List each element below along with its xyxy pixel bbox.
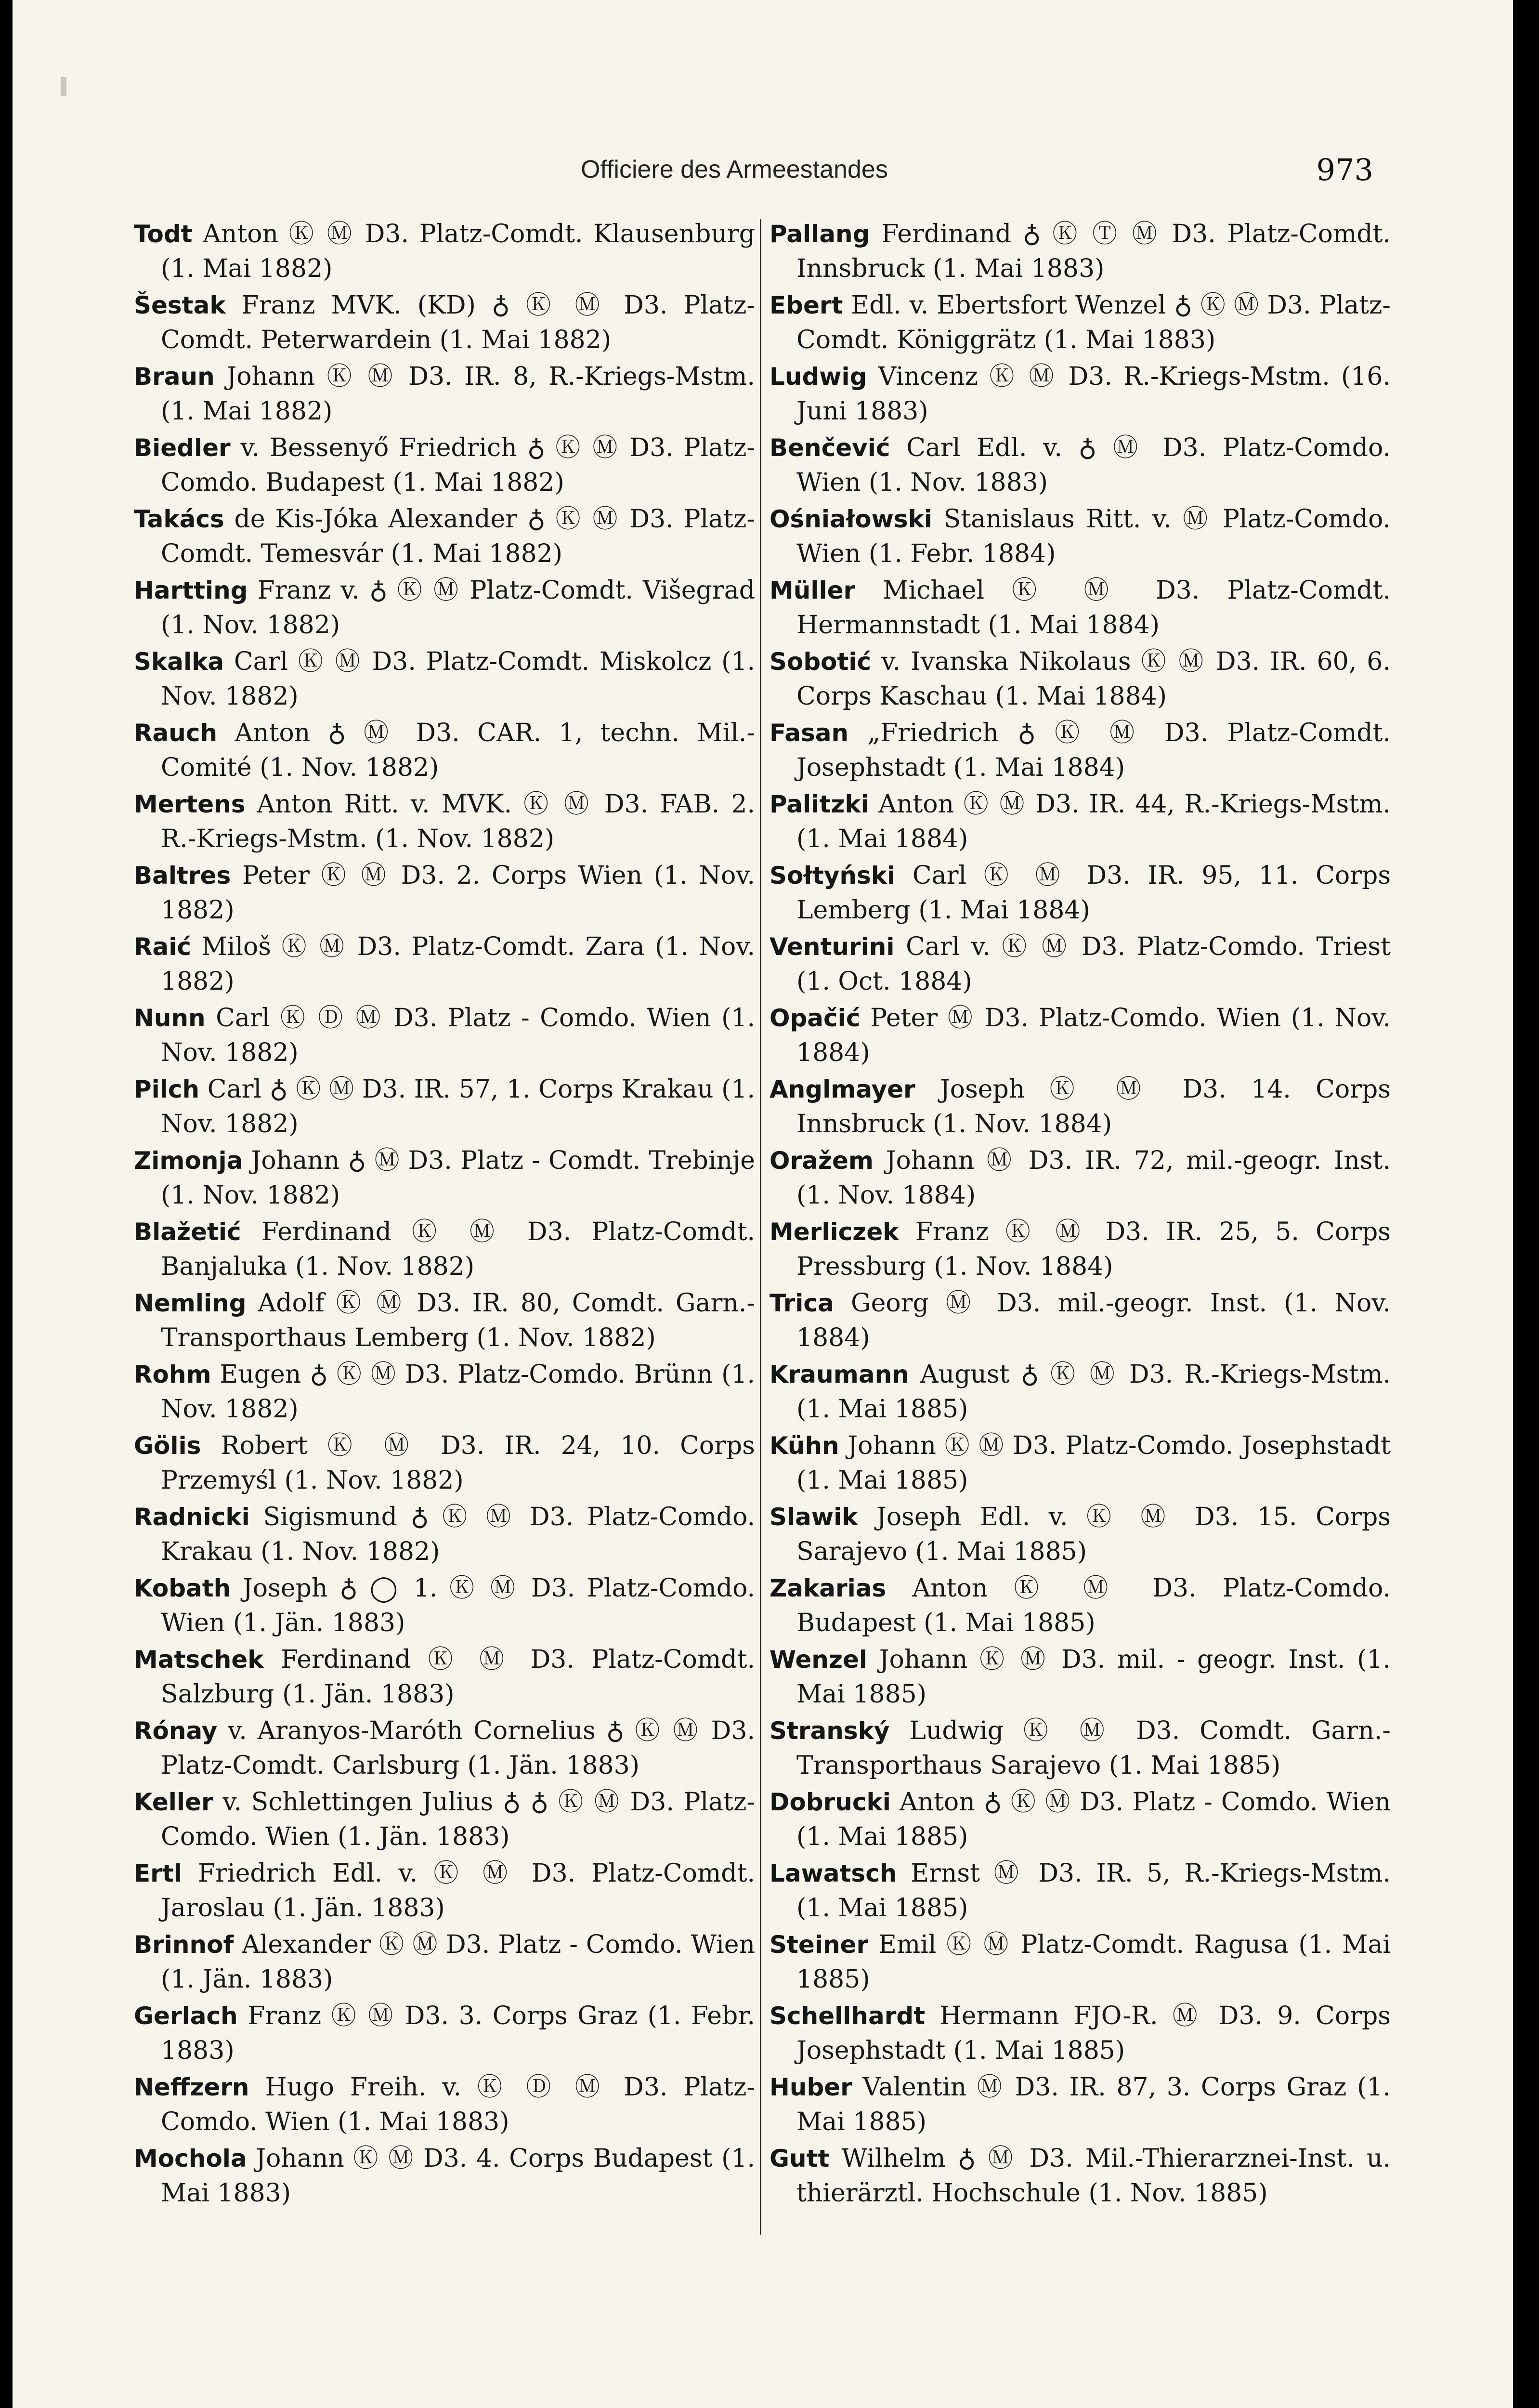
officer-details: Peter Ⓜ D3. Platz-Comdo. Wien (1. Nov. 1884): [796, 1004, 1391, 1067]
officer-details: Ferdinand Ⓚ Ⓜ D3. Platz-Comdt. Salzburg (1. Jän. 1883): [161, 1645, 755, 1709]
officer-surname: Neffzern: [134, 2073, 249, 2101]
officer-details: Johann Ⓜ D3. IR. 72, mil.-geogr. Inst. (1. Nov. 1884): [796, 1146, 1391, 1210]
officer-details: Ferdinand Ⓚ Ⓜ D3. Platz-Comdt. Banjaluka (1. Nov. 1882): [161, 1217, 755, 1281]
officer-entry: [134, 1571, 755, 1642]
officer-entry: [134, 858, 755, 929]
officer-details: Anton ♁ Ⓜ D3. CAR. 1, techn. Mil.-Comité (1. Nov. 1882): [161, 719, 755, 782]
officer-surname: Stranský: [770, 1717, 890, 1745]
officer-surname: Huber: [770, 2073, 852, 2101]
officer-details: Johann ♁ Ⓜ D3. Platz - Comdt. Trebinje (1. Nov. 1882): [161, 1146, 755, 1210]
officer-details: Anton ♁ Ⓚ Ⓜ D3. Platz - Comdo. Wien (1. Mai 1885): [796, 1788, 1391, 1851]
officer-surname: Baltres: [134, 862, 231, 890]
officer-details: de Kis-Jóka Alexander ♁ Ⓚ Ⓜ D3. Platz-Comdt. Temesvár (1. Mai 1882): [161, 505, 755, 568]
officer-details: Ludwig Ⓚ Ⓜ D3. Comdt. Garn.-Transporthaus Sarajevo (1. Mai 1885): [796, 1716, 1391, 1780]
officer-details: Johann Ⓚ Ⓜ D3. IR. 8, R.-Kriegs-Mstm. (1. Mai 1882): [161, 362, 755, 426]
officer-surname: Matschek: [134, 1646, 264, 1674]
officer-details: Anton Ⓚ Ⓜ D3. IR. 44, R.-Kriegs-Mstm. (1. Mai 1884): [796, 790, 1391, 853]
officer-surname: Ludwig: [770, 363, 867, 391]
officer-surname: Hartting: [134, 576, 248, 604]
page-number: 973: [1316, 152, 1373, 187]
officer-entry: [134, 1642, 755, 1714]
column-divider: [760, 219, 761, 2235]
officer-entry: [770, 1428, 1391, 1500]
officer-surname: Kühn: [770, 1432, 839, 1460]
officer-surname: Takács: [134, 505, 224, 533]
officer-entry: [134, 359, 755, 431]
officer-details: Valentin Ⓜ D3. IR. 87, 3. Corps Graz (1. Mai 1885): [796, 2073, 1391, 2136]
officer-surname: Wenzel: [770, 1646, 868, 1674]
officer-details: Anton Ritt. v. MVK. Ⓚ Ⓜ D3. FAB. 2. R.-Kriegs-Mstm. (1. Nov. 1882): [161, 790, 755, 853]
officer-details: Johann Ⓚ Ⓜ D3. mil. - geogr. Inst. (1. Mai 1885): [796, 1645, 1391, 1709]
officer-surname: Radnicki: [134, 1503, 250, 1531]
officer-surname: Pilch: [134, 1075, 200, 1103]
officer-surname: Merliczek: [770, 1218, 899, 1246]
officer-details: v. Bessenyő Friedrich ♁ Ⓚ Ⓜ D3. Platz-Comdo. Budapest (1. Mai 1882): [161, 433, 755, 497]
officer-details: Robert Ⓚ Ⓜ D3. IR. 24, 10. Corps Przemyśl (1. Nov. 1882): [161, 1431, 755, 1495]
officer-entry: [770, 1500, 1391, 1571]
officer-entry: [134, 1785, 755, 1856]
officer-entry: [134, 1428, 755, 1500]
officer-entry: [770, 1357, 1391, 1428]
officer-entry: [134, 716, 755, 787]
officer-entry: [770, 1856, 1391, 1927]
officer-surname: Kraumann: [770, 1361, 909, 1388]
officer-surname: Benčević: [770, 434, 890, 462]
officer-surname: Keller: [134, 1788, 213, 1816]
scan-mark: [61, 77, 66, 96]
officer-entry: [770, 1215, 1391, 1286]
officer-entry: [770, 1785, 1391, 1856]
officer-entry: [134, 1999, 755, 2070]
right-column: [770, 217, 1391, 2212]
officer-details: Vincenz Ⓚ Ⓜ D3. R.-Kriegs-Mstm. (16. Juni 1883): [796, 362, 1391, 426]
officer-entry: [770, 787, 1391, 858]
officer-surname: Opačić: [770, 1004, 861, 1032]
officer-surname: Raić: [134, 933, 192, 961]
officer-details: Carl Edl. v. ♁ Ⓜ D3. Platz-Comdo. Wien (1. Nov. 1883): [796, 433, 1391, 497]
officer-entry: [134, 2070, 755, 2141]
officer-details: Stanislaus Ritt. v. Ⓜ Platz-Comdo. Wien (1. Febr. 1884): [796, 505, 1391, 568]
officer-details: Johann Ⓚ Ⓜ D3. 4. Corps Budapest (1. Mai 1883): [161, 2144, 755, 2208]
officer-details: v. Aranyos-Maróth Cornelius ♁ Ⓚ Ⓜ D3. Platz-Comdt. Carlsburg (1. Jän. 1883): [161, 1716, 755, 1780]
officer-surname: Lawatsch: [770, 1859, 897, 1887]
officer-surname: Skalka: [134, 648, 224, 676]
officer-surname: Trica: [770, 1289, 834, 1317]
officer-entry: [134, 1927, 755, 1999]
officer-entry: [770, 1001, 1391, 1072]
officer-entry: [770, 1143, 1391, 1215]
officer-surname: Ośniałowski: [770, 505, 932, 533]
officer-surname: Rohm: [134, 1361, 211, 1388]
officer-details: Carl v. Ⓚ Ⓜ D3. Platz-Comdo. Triest (1. Oct. 1884): [796, 932, 1391, 996]
officer-details: Georg Ⓜ D3. mil.-geogr. Inst. (1. Nov. 1884): [796, 1289, 1391, 1352]
officer-entry: [770, 858, 1391, 929]
officer-details: Franz Ⓚ Ⓜ D3. IR. 25, 5. Corps Pressburg (1. Nov. 1884): [796, 1217, 1391, 1281]
officer-details: Michael Ⓚ Ⓜ D3. Platz-Comdt. Hermannstadt (1. Mai 1884): [796, 576, 1391, 640]
officer-surname: Mochola: [134, 2145, 247, 2172]
officer-surname: Pallang: [770, 220, 870, 248]
officer-surname: Brinnof: [134, 1931, 234, 1959]
officer-details: Eugen ♁ Ⓚ Ⓜ D3. Platz-Comdo. Brünn (1. Nov. 1882): [161, 1360, 755, 1424]
officer-entry: [134, 1357, 755, 1428]
officer-surname: Schellhardt: [770, 2002, 926, 2030]
officer-details: Franz MVK. (KD) ♁ Ⓚ Ⓜ D3. Platz-Comdt. Peterwardein (1. Mai 1882): [161, 291, 755, 354]
officer-details: Peter Ⓚ Ⓜ D3. 2. Corps Wien (1. Nov. 1882): [161, 861, 755, 925]
officer-surname: Dobrucki: [770, 1788, 891, 1816]
officer-surname: Rónay: [134, 1717, 218, 1745]
officer-details: Franz Ⓚ Ⓜ D3. 3. Corps Graz (1. Febr. 1883): [161, 2002, 755, 2065]
officer-details: Friedrich Edl. v. Ⓚ Ⓜ D3. Platz-Comdt. Jaroslau (1. Jän. 1883): [161, 1859, 755, 1923]
officer-entry: [134, 502, 755, 573]
officer-entry: [134, 2141, 755, 2212]
officer-surname: Fasan: [770, 719, 849, 747]
officer-details: Sigismund ♁ Ⓚ Ⓜ D3. Platz-Comdo. Krakau (1. Nov. 1882): [161, 1503, 755, 1566]
officer-entry: [770, 716, 1391, 787]
officer-surname: Oražem: [770, 1147, 874, 1175]
officer-surname: Kobath: [134, 1574, 231, 1602]
officer-entry: [770, 288, 1391, 359]
officer-details: Johann Ⓚ Ⓜ D3. Platz-Comdo. Josephstadt (1. Mai 1885): [796, 1431, 1391, 1495]
officer-surname: Biedler: [134, 434, 231, 462]
officer-surname: Anglmayer: [770, 1075, 915, 1103]
officer-entry: [770, 502, 1391, 573]
officer-surname: Nunn: [134, 1004, 206, 1032]
officer-surname: Venturini: [770, 933, 895, 961]
officer-surname: Ertl: [134, 1859, 182, 1887]
officer-details: Carl Ⓚ Ⓜ D3. Platz-Comdt. Miskolcz (1. Nov. 1882): [161, 647, 755, 711]
officer-entry: [770, 2070, 1391, 2141]
officer-surname: Nemling: [134, 1289, 247, 1317]
officer-entry: [770, 359, 1391, 431]
officer-entry: [134, 288, 755, 359]
officer-surname: Ebert: [770, 291, 843, 319]
officer-details: Franz v. ♁ Ⓚ Ⓜ Platz-Comdt. Višegrad (1. Nov. 1882): [161, 576, 755, 640]
officer-details: „Friedrich ♁ Ⓚ Ⓜ D3. Platz-Comdt. Josephstadt (1. Mai 1884): [796, 719, 1391, 782]
book-page: [13, 0, 1513, 2408]
officer-entry: [134, 1143, 755, 1215]
left-column: [134, 217, 755, 2212]
officer-entry: [134, 1856, 755, 1927]
officer-entry: [134, 1714, 755, 1785]
officer-surname: Rauch: [134, 719, 218, 747]
officer-entry: [134, 929, 755, 1001]
running-title: Officiere des Armeestandes: [581, 156, 888, 183]
officer-entry: [770, 2141, 1391, 2212]
officer-entry: [770, 1286, 1391, 1357]
officer-entry: [134, 787, 755, 858]
officer-surname: Zimonja: [134, 1147, 243, 1175]
officer-entry: [134, 644, 755, 716]
officer-details: Carl ♁ Ⓚ Ⓜ D3. IR. 57, 1. Corps Krakau (1. Nov. 1882): [161, 1075, 755, 1139]
officer-details: Joseph Edl. v. Ⓚ Ⓜ D3. 15. Corps Sarajevo (1. Mai 1885): [796, 1503, 1391, 1566]
officer-details: Emil Ⓚ Ⓜ Platz-Comdt. Ragusa (1. Mai 1885): [796, 1930, 1391, 1994]
officer-surname: Šestak: [134, 291, 226, 319]
officer-details: Hugo Freih. v. Ⓚ Ⓓ Ⓜ D3. Platz-Comdo. Wien (1. Mai 1883): [161, 2073, 755, 2136]
officer-entry: [770, 1927, 1391, 1999]
officer-entry: [134, 1215, 755, 1286]
officer-details: Hermann FJO-R. Ⓜ D3. 9. Corps Josephstadt (1. Mai 1885): [796, 2002, 1391, 2065]
officer-entry: [770, 217, 1391, 288]
officer-surname: Palitzki: [770, 790, 869, 818]
officer-entry: [134, 1286, 755, 1357]
officer-entry: [770, 1999, 1391, 2070]
officer-details: Joseph Ⓚ Ⓜ D3. 14. Corps Innsbruck (1. Nov. 1884): [796, 1075, 1391, 1139]
officer-details: Ernst Ⓜ D3. IR. 5, R.-Kriegs-Mstm. (1. Mai 1885): [796, 1859, 1391, 1923]
officer-details: Carl Ⓚ Ⓓ Ⓜ D3. Platz - Comdo. Wien (1. Nov. 1882): [161, 1004, 755, 1067]
officer-surname: Braun: [134, 363, 215, 391]
page-header: [13, 152, 1513, 194]
officer-details: Joseph ♁ ◯ 1. Ⓚ Ⓜ D3. Platz-Comdo. Wien (1. Jän. 1883): [161, 1574, 755, 1637]
officer-entry: [770, 644, 1391, 716]
officer-entry: [134, 431, 755, 502]
officer-entry: [770, 431, 1391, 502]
officer-surname: Gutt: [770, 2145, 830, 2172]
officer-details: Alexander Ⓚ Ⓜ D3. Platz - Comdo. Wien (1. Jän. 1883): [161, 1930, 755, 1994]
officer-surname: Blažetić: [134, 1218, 241, 1246]
officer-details: Anton Ⓚ Ⓜ D3. Platz-Comdt. Klausenburg (1. Mai 1882): [161, 220, 755, 283]
officer-surname: Müller: [770, 576, 856, 604]
officer-surname: Slawik: [770, 1503, 858, 1531]
officer-entry: [134, 573, 755, 644]
officer-entry: [134, 1072, 755, 1143]
officer-details: August ♁ Ⓚ Ⓜ D3. R.-Kriegs-Mstm. (1. Mai 1885): [796, 1360, 1391, 1424]
officer-details: v. Ivanska Nikolaus Ⓚ Ⓜ D3. IR. 60, 6. Corps Kaschau (1. Mai 1884): [796, 647, 1391, 711]
officer-details: Anton Ⓚ Ⓜ D3. Platz-Comdo. Budapest (1. Mai 1885): [796, 1574, 1391, 1637]
officer-entry: [134, 217, 755, 288]
officer-entry: [770, 1072, 1391, 1143]
officer-surname: Todt: [134, 220, 193, 248]
officer-entry: [134, 1500, 755, 1571]
officer-surname: Gerlach: [134, 2002, 238, 2030]
officer-entry: [770, 573, 1391, 644]
officer-details: Wilhelm ♁ Ⓜ D3. Mil.-Thierarznei-Inst. u. thierärztl. Hochschule (1. Nov. 1885): [796, 2144, 1391, 2208]
officer-entry: [770, 929, 1391, 1001]
officer-surname: Sobotić: [770, 648, 872, 676]
officer-entry: [770, 1714, 1391, 1785]
officer-details: Carl Ⓚ Ⓜ D3. IR. 95, 11. Corps Lemberg (1. Mai 1884): [796, 861, 1391, 925]
officer-entry: [134, 1001, 755, 1072]
officer-surname: Sołtyński: [770, 862, 896, 890]
officer-details: v. Schlettingen Julius ♁ ♁ Ⓚ Ⓜ D3. Platz-Comdo. Wien (1. Jän. 1883): [161, 1788, 755, 1851]
officer-surname: Zakarias: [770, 1574, 887, 1602]
officer-details: Miloš Ⓚ Ⓜ D3. Platz-Comdt. Zara (1. Nov. 1882): [161, 932, 755, 996]
officer-entry: [770, 1642, 1391, 1714]
officer-details: Adolf Ⓚ Ⓜ D3. IR. 80, Comdt. Garn.-Transporthaus Lemberg (1. Nov. 1882): [161, 1289, 755, 1352]
officer-surname: Steiner: [770, 1931, 869, 1959]
officer-entry: [770, 1571, 1391, 1642]
officer-surname: Mertens: [134, 790, 246, 818]
officer-details: Ferdinand ♁ Ⓚ Ⓣ Ⓜ D3. Platz-Comdt. Innsbruck (1. Mai 1883): [796, 220, 1391, 283]
officer-surname: Gölis: [134, 1432, 201, 1460]
officer-details: Edl. v. Ebertsfort Wenzel ♁ Ⓚ Ⓜ D3. Platz-Comdt. Königgrätz (1. Mai 1883): [796, 291, 1391, 354]
